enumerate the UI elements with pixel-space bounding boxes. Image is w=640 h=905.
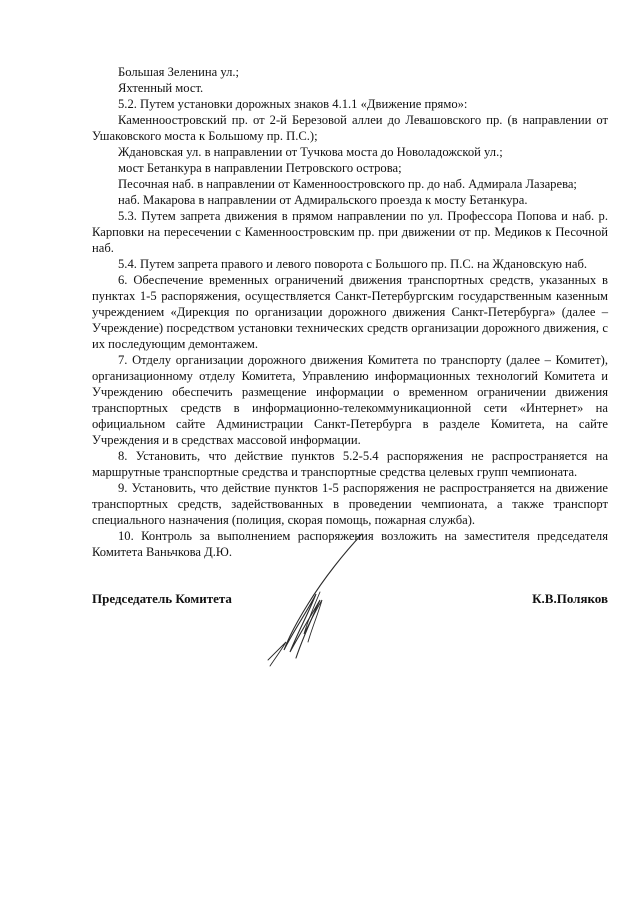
paragraph: Яхтенный мост. <box>118 81 204 95</box>
paragraph: Большая Зеленина ул.; <box>118 65 240 79</box>
paragraph: 5.3. Путем запрета движения в прямом направлении по ул. Профессора Попова и наб. р. Карповки на пересечении с Каменноостровским пр. при движении от пр. Медиков к Песочной наб. <box>92 209 608 255</box>
paragraph: 5.4. Путем запрета правого и левого поворота с Большого пр. П.С. на Ждановскую наб. <box>118 257 588 271</box>
paragraph: 6. Обеспечение временных ограничений движения транспортных средств, указанных в пунктах 1-5 распоряжения, осуществляется Санкт-Петербургским государственным казенным учреждением «Дирекция по организации дорожного движения Санкт-Петербурга» (далее – Учреждение) посредством установки технических средств организации дорожного движения, с их последующим демонтажем. <box>92 273 608 351</box>
paragraph: Каменноостровский пр. от 2-й Березовой аллеи до Левашовского пр. (в направлении от Ушаковского моста к Большому пр. П.С.); <box>92 113 608 143</box>
document-body <box>92 64 608 560</box>
paragraph: 9. Установить, что действие пунктов 1-5 распоряжения не распространяется на движение транспортных средств, задействованных в проведении чемпионата, а также транспорт специального назначения (полиция, скорая помощь, пожарная служба). <box>92 481 608 527</box>
signer-position: Председатель Комитета <box>92 591 232 606</box>
signer-name: К.В.Поляков <box>532 591 608 606</box>
paragraph: 7. Отделу организации дорожного движения Комитета по транспорту (далее – Комитет), организационному отделу Комитета, Управлению информационных технологий Комитета и Учреждению обеспечить размещение информации о временном ограничении движения транспортных средств в информационно-телекоммуникационной сети «Интернет» на официальном сайте Администрации Санкт-Петербурга в разделе Комитета, на сайте Учреждения и в средствах массовой информации. <box>92 353 608 447</box>
paragraph: Песочная наб. в направлении от Каменноостровского пр. до наб. Адмирала Лазарева; <box>118 177 577 191</box>
paragraph: мост Бетанкура в направлении Петровского острова; <box>118 161 402 175</box>
paragraph: 10. Контроль за выполнением распоряжения возложить на заместителя председателя Комитета Ваньчкова Д.Ю. <box>92 529 608 559</box>
handwritten-signature <box>250 530 380 670</box>
paragraph: 5.2. Путем установки дорожных знаков 4.1.1 «Движение прямо»: <box>118 97 468 111</box>
paragraph: 8. Установить, что действие пунктов 5.2-5.4 распоряжения не распространяется на маршрутные транспортные средства и транспортные средства целевых групп чемпионата. <box>92 449 608 479</box>
paragraph: Ждановская ул. в направлении от Тучкова моста до Новоладожской ул.; <box>118 145 503 159</box>
paragraph: наб. Макарова в направлении от Адмиральского проезда к мосту Бетанкура. <box>118 193 528 207</box>
